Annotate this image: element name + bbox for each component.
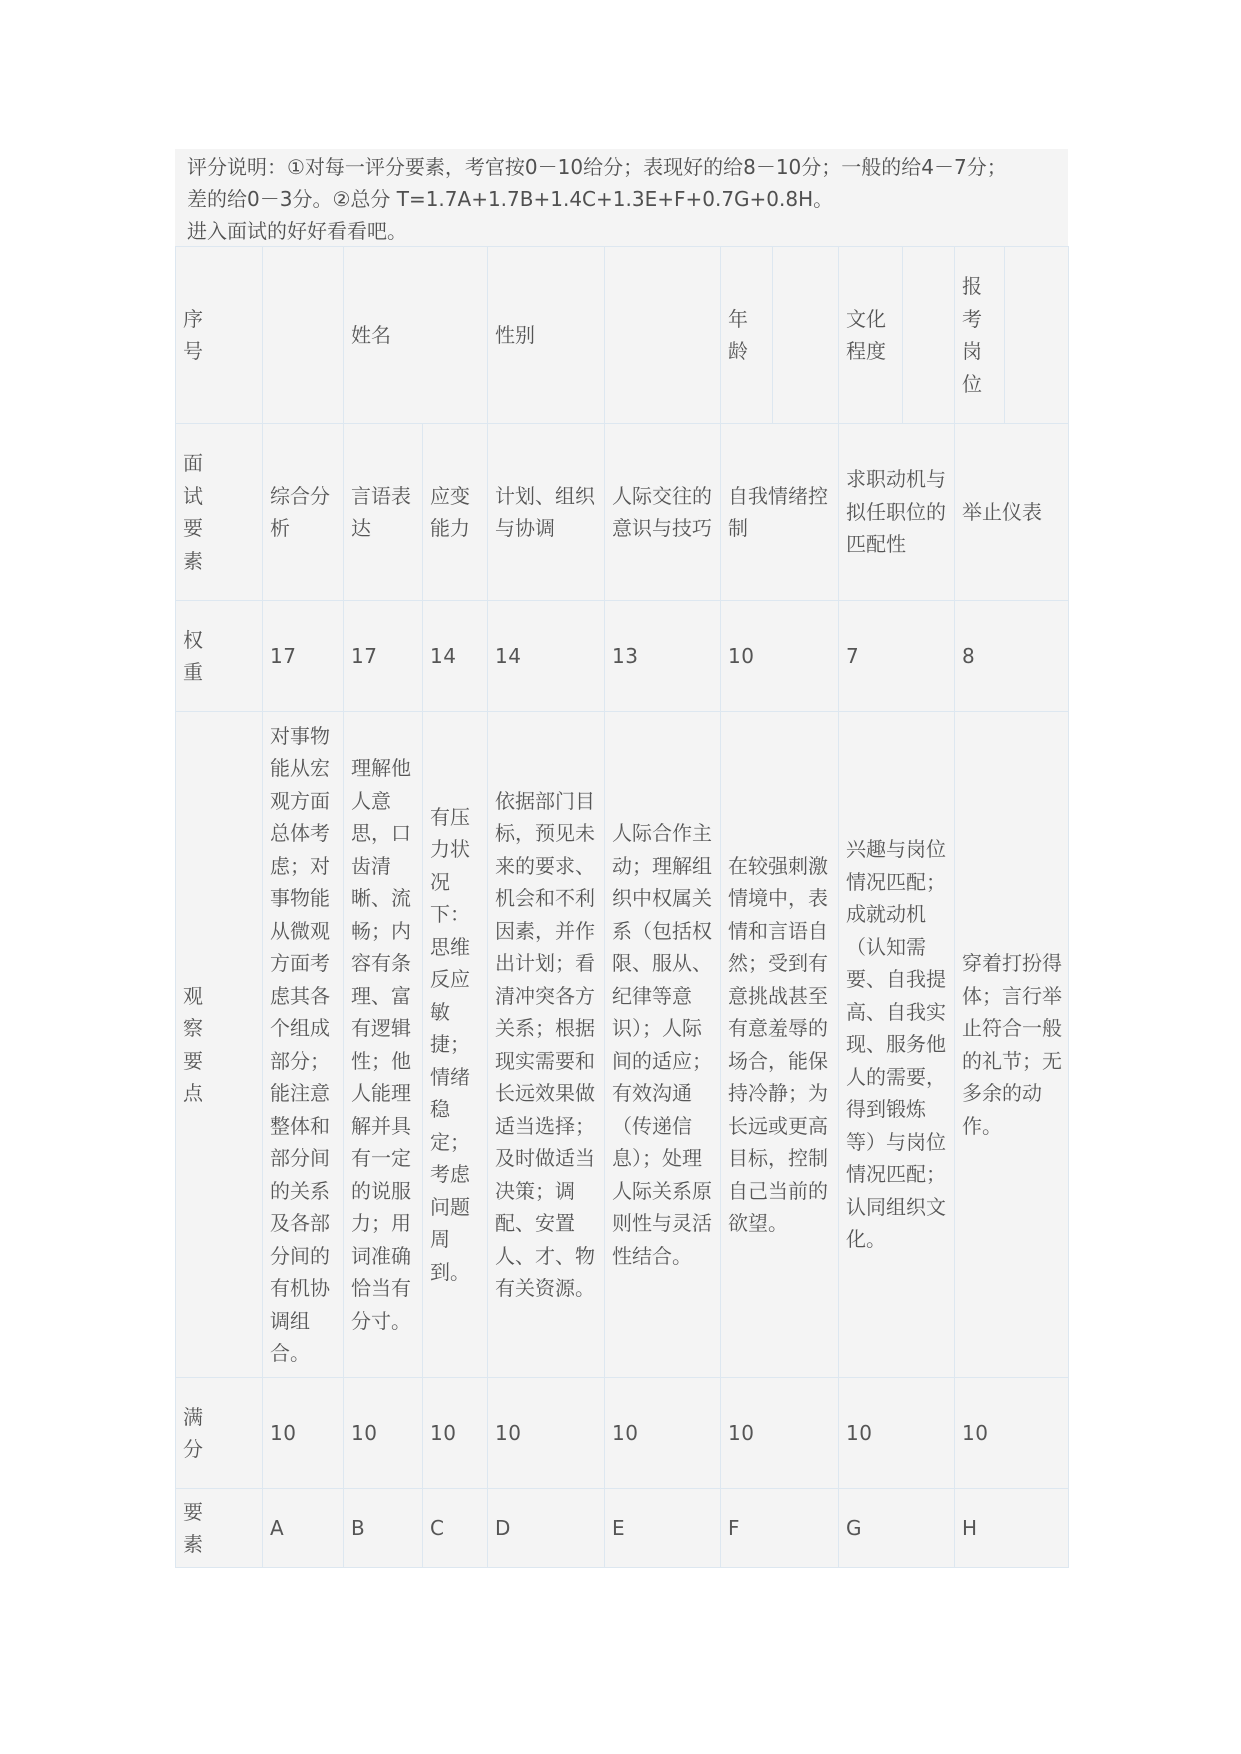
- position-value-cell: [1005, 247, 1069, 424]
- element-cell: 计划、组织与协调: [488, 424, 605, 601]
- element-key-cell: H: [955, 1489, 1069, 1568]
- full-score-label: 满 分: [176, 1378, 263, 1489]
- full-score-row: [176, 1378, 1069, 1489]
- weight-cell: 14: [423, 601, 488, 712]
- instructions-line-3: 进入面试的好好看看吧。: [187, 219, 407, 243]
- full-score-cell: 10: [721, 1378, 839, 1489]
- education-value-cell: [903, 247, 955, 424]
- element-key-label: 要 素: [176, 1489, 263, 1568]
- weight-cell: 7: [839, 601, 955, 712]
- weight-cell: 17: [263, 601, 344, 712]
- observation-cell: 人际合作主动；理解组织中权属关系（包括权限、服从、纪律等意识）；人际间的适应；有效沟通（传递信息）；处理人际关系原则性与灵活性结合。: [605, 712, 721, 1378]
- full-score-cell: 10: [263, 1378, 344, 1489]
- weight-cell: 17: [344, 601, 423, 712]
- weight-cell: 8: [955, 601, 1069, 712]
- element-cell: 言语表达: [344, 424, 423, 601]
- weight-row: [176, 601, 1069, 712]
- element-cell: 举止仪表: [955, 424, 1069, 601]
- full-score-cell: 10: [955, 1378, 1069, 1489]
- element-key-cell: C: [423, 1489, 488, 1568]
- header-row: [176, 247, 1069, 424]
- age-value-cell: [773, 247, 839, 424]
- name-header: 姓名: [344, 247, 488, 424]
- weight-cell: 10: [721, 601, 839, 712]
- instructions-line-1: 评分说明：①对每一评分要素，考官按0－10给分；表现好的给8－10分；一般的给4－7分；: [187, 155, 1007, 179]
- full-score-cell: 10: [344, 1378, 423, 1489]
- full-score-cell: 10: [488, 1378, 605, 1489]
- observation-row: [176, 712, 1069, 1378]
- observation-cell: 有压力状况下：思维反应敏捷；情绪稳定；考虑问题周到。: [423, 712, 488, 1378]
- education-header: 文化 程度: [839, 247, 903, 424]
- element-key-row: [176, 1489, 1069, 1568]
- interview-scoring-table: [175, 246, 1069, 1568]
- element-cell: 求职动机与拟任职位的匹配性: [839, 424, 955, 601]
- full-score-cell: 10: [839, 1378, 955, 1489]
- observation-cell: 对事物能从宏观方面总体考虑；对事物能从微观方面考虑其各个组成部分；能注意整体和部分间的关系及各部分间的有机协调组合。: [263, 712, 344, 1378]
- elements-label: 面 试 要 素: [176, 424, 263, 601]
- observation-cell: 穿着打扮得体；言行举止符合一般的礼节；无多余的动作。: [955, 712, 1069, 1378]
- gender-header: 性别: [488, 247, 605, 424]
- element-key-cell: E: [605, 1489, 721, 1568]
- element-key-cell: F: [721, 1489, 839, 1568]
- gender-value-cell: [605, 247, 721, 424]
- element-key-cell: G: [839, 1489, 955, 1568]
- scoring-instructions: [175, 149, 1068, 246]
- observation-cell: 依据部门目标，预见未来的要求、机会和不利因素，并作出计划；看清冲突各方关系；根据现实需要和长远效果做适当选择；及时做适当决策；调配、安置人、才、物有关资源。: [488, 712, 605, 1378]
- element-key-cell: D: [488, 1489, 605, 1568]
- weight-cell: 14: [488, 601, 605, 712]
- full-score-cell: 10: [605, 1378, 721, 1489]
- instructions-line-2: 差的给0－3分。②总分 T=1.7A+1.7B+1.4C+1.3E+F+0.7G+0.8H。: [187, 187, 834, 211]
- seq-value-cell: [263, 247, 344, 424]
- weight-label: 权 重: [176, 601, 263, 712]
- observation-cell: 兴趣与岗位情况匹配；成就动机（认知需要、自我提高、自我实现、服务他人的需要，得到锻炼等）与岗位情况匹配；认同组织文化。: [839, 712, 955, 1378]
- element-key-cell: B: [344, 1489, 423, 1568]
- seq-header: 序 号: [176, 247, 263, 424]
- observation-label: 观 察 要 点: [176, 712, 263, 1378]
- observation-cell: 理解他人意思，口齿清晰、流畅；内容有条理、富有逻辑性；他人能理解并具有一定的说服力；用词准确恰当有分寸。: [344, 712, 423, 1378]
- element-cell: 应变能力: [423, 424, 488, 601]
- observation-cell: 在较强刺激情境中，表情和言语自然；受到有意挑战甚至有意羞辱的场合，能保持冷静；为长远或更高目标，控制自己当前的欲望。: [721, 712, 839, 1378]
- weight-cell: 13: [605, 601, 721, 712]
- age-header: 年 龄: [721, 247, 773, 424]
- element-cell: 自我情绪控制: [721, 424, 839, 601]
- element-key-cell: A: [263, 1489, 344, 1568]
- element-cell: 人际交往的意识与技巧: [605, 424, 721, 601]
- full-score-cell: 10: [423, 1378, 488, 1489]
- position-header: 报 考 岗 位: [955, 247, 1005, 424]
- element-cell: 综合分析: [263, 424, 344, 601]
- elements-row: [176, 424, 1069, 601]
